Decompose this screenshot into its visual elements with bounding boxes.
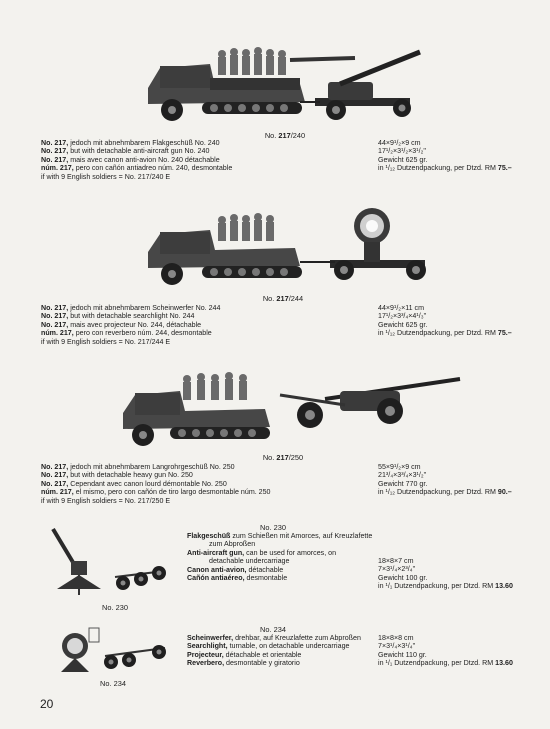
weight: Gewicht 625 gr.	[378, 320, 428, 329]
desc-line: No. 217, but with detachable searchlight No. 244	[41, 312, 195, 321]
desc-line: núm. 217, pero con cañón antiadreo núm. 240, desmontable	[41, 164, 233, 173]
dimensions-cm: 18×8×8 cm	[378, 634, 414, 642]
desc-block-217-240	[41, 139, 232, 181]
desc-line: if with 9 English soldiers = No. 217/240 E	[41, 172, 171, 181]
dimensions-inch: 7×3¹/₄×3¹/₄"	[378, 642, 416, 651]
dimensions-inch: 21³/₄×3³/₄×3¹/₂"	[378, 471, 427, 480]
price-line: in ¹/₁₂ Dutzendpackung, per Dtzd. RM 90.–	[378, 488, 512, 497]
desc-line: No. 217, Cependant avec canon lourd démontable No. 250	[41, 479, 227, 488]
desc-line: No. 217, but with detachable anti-aircraft gun No. 240	[41, 147, 210, 156]
desc-block-234	[187, 634, 361, 668]
caption-217-240: No. 217/240	[264, 131, 306, 140]
dimensions-cm: 44×9¹/₂×9 cm	[378, 139, 421, 147]
photo-217-250	[115, 365, 465, 450]
dimensions-cm: 44×9¹/₂×11 cm	[378, 304, 424, 312]
photo-217-240	[140, 38, 425, 126]
spec-block-234	[378, 634, 513, 668]
desc-line: if with 9 English soldiers = No. 217/244 E	[41, 337, 171, 346]
dimensions-inch: 17¹/₂×3¹/₂×3¹/₂"	[378, 147, 426, 156]
desc-line: if with 9 English soldiers = No. 217/250 E	[41, 496, 171, 505]
desc-line: Searchlight, turnable, on detachable undercarriage	[187, 642, 350, 651]
desc-line: No. 217, mais avec canon anti-avion No. 240 détachable	[41, 155, 220, 164]
image-caption-230: No. 230	[102, 603, 128, 612]
spec-block-217-250	[378, 463, 512, 497]
dimensions-cm: 18×8×7 cm	[378, 557, 414, 565]
image-caption-234: No. 234	[100, 679, 126, 688]
spec-block-230	[378, 557, 513, 591]
desc-line: Anti-aircraft gun, can be used for amorces, on	[187, 548, 337, 557]
desc-line: No. 217, jedoch mit abnehmbarem Flakgeschüß No. 240	[41, 139, 220, 147]
dimensions-cm: 55×9¹/₂×9 cm	[378, 463, 421, 471]
header-234: No. 234	[260, 625, 286, 634]
caption-217-244: No. 217/244	[262, 294, 304, 303]
dimensions-inch: 17¹/₂×3³/₄×4¹/₃"	[378, 312, 427, 321]
caption-217-250: No. 217/250	[262, 453, 304, 462]
desc-line: No. 217, but with detachable heavy gun No. 250	[41, 471, 193, 480]
price-line: in ¹/₁₂ Dutzendpackung, per Dtzd. RM 75.–	[378, 164, 512, 173]
price-line: in ¹/₁ Dutzendpackung, per Dtzd. RM 13.60	[378, 582, 513, 591]
weight: Gewicht 770 gr.	[378, 479, 428, 488]
spec-block-217-240	[378, 139, 512, 173]
desc-line: No. 217, jedoch mit abnehmbarem Langrohrgeschüß No. 250	[41, 463, 235, 471]
desc-line: Canon anti-avion, détachable	[187, 565, 284, 574]
desc-line: detachable undercarriage	[209, 557, 290, 566]
desc-line: Reverbero, desmontable y giratorio	[187, 659, 300, 668]
desc-line: núm. 217, el mismo, pero con cañón de tiro largo desmontable núm. 250	[41, 488, 271, 497]
desc-block-217-250	[41, 463, 271, 505]
desc-line: Projecteur, détachable et orientable	[187, 650, 302, 659]
desc-line: Scheinwerfer, drehbar, auf Kreuzlafette zum Abproßen	[187, 634, 361, 642]
dimensions-inch: 7×3¹/₄×2³/₄"	[378, 565, 416, 574]
desc-line: Flakgeschüß zum Schießen mit Amorces, auf Kreuzlafette	[187, 532, 373, 540]
desc-block-230	[187, 532, 372, 582]
desc-line: Cañón antiaéreo, desmontable	[187, 574, 288, 583]
header-230: No. 230	[260, 523, 286, 532]
photo-230	[45, 525, 170, 600]
desc-line: núm. 217, pero con reverbero núm. 244, desmontable	[41, 329, 212, 338]
price-line: in ¹/₁₂ Dutzendpackung, per Dtzd. RM 75.–	[378, 329, 512, 338]
weight: Gewicht 100 gr.	[378, 573, 428, 582]
weight: Gewicht 110 gr.	[378, 650, 427, 659]
photo-234	[55, 622, 170, 678]
desc-line: No. 217, mais avec projecteur No. 244, détachable	[41, 320, 202, 329]
desc-line: No. 217, jedoch mit abnehmbarem Scheinwerfer No. 244	[41, 304, 221, 312]
photo-217-244	[140, 200, 435, 292]
page-number: 20	[40, 697, 54, 711]
price-line: in ¹/₁ Dutzendpackung, per Dtzd. RM 13.60	[378, 659, 513, 668]
desc-block-217-244	[41, 304, 220, 346]
weight: Gewicht 625 gr.	[378, 155, 428, 164]
desc-line: zum Abproßen	[209, 540, 256, 549]
spec-block-217-244	[378, 304, 512, 338]
